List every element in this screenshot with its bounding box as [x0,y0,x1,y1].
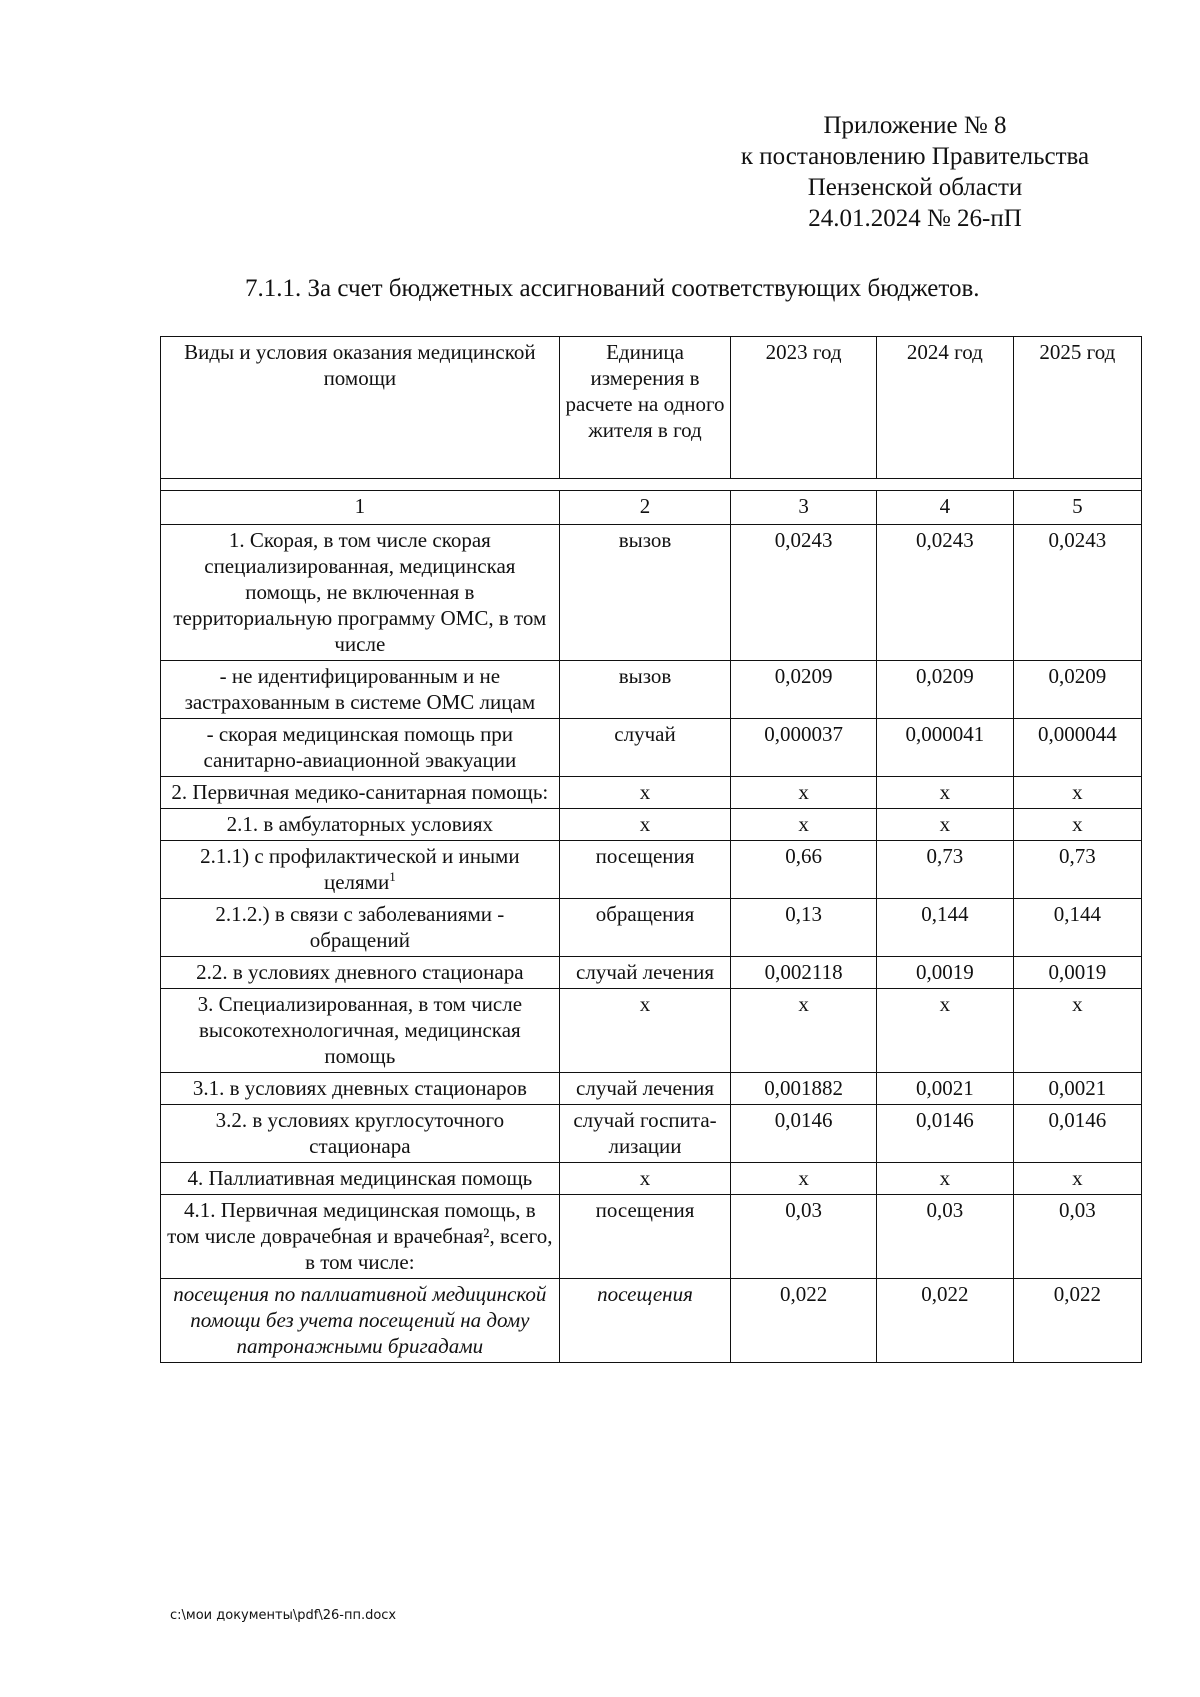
row-unit: случай [559,719,731,777]
row-value-2025: 0,022 [1013,1279,1141,1363]
table-row [161,525,1142,661]
row-unit: вызов [559,525,731,661]
header-2024: 2024 год [876,337,1013,479]
table-row [161,777,1142,809]
row-value-2023: х [731,989,877,1073]
column-number: 4 [876,491,1013,525]
table-row [161,989,1142,1073]
row-value-2023: 0,001882 [731,1073,877,1105]
appendix-region: Пензенской области [807,174,1023,201]
table-row [161,957,1142,989]
table-row [161,1163,1142,1195]
row-care-type: 2.1.1) с профилактической и иными целями$^1$ [161,841,560,899]
row-care-type: 2. Первичная медико-санитарная помощь: [161,777,560,809]
table-row [161,661,1142,719]
table-row [161,841,1142,899]
row-value-2024: 0,000041 [876,719,1013,777]
row-care-type: - не идентифицированным и не застрахованным в системе ОМС лицам [161,661,560,719]
column-number: 3 [731,491,877,525]
column-number: 5 [1013,491,1141,525]
row-value-2025: 0,0019 [1013,957,1141,989]
row-unit: случай лечения [559,957,731,989]
header-unit: Единица измерения в расчете на одного жителя в год [559,337,731,479]
row-care-type: 4. Паллиативная медицинская помощь [161,1163,560,1195]
appendix-resolution: к постановлению Правительства [740,143,1090,170]
row-value-2025: 0,0209 [1013,661,1141,719]
row-value-2024: х [876,1163,1013,1195]
row-care-type: 3.1. в условиях дневных стационаров [161,1073,560,1105]
row-value-2024: х [876,809,1013,841]
row-care-type: - скорая медицинская помощь при санитарно-авиационной эвакуации [161,719,560,777]
row-value-2024: 0,73 [876,841,1013,899]
header-2025: 2025 год [1013,337,1141,479]
row-value-2025: х [1013,989,1141,1073]
file-path-footer: c:\мои документы\pdf\26-пп.docx [170,1608,397,1623]
table-row [161,1073,1142,1105]
column-number: 1 [161,491,560,525]
row-value-2025: х [1013,809,1141,841]
appendix-date-number: 24.01.2024 № 26-пП [808,205,1022,232]
row-value-2023: 0,13 [731,899,877,957]
row-care-type: 3.2. в условиях круглосуточного стационара [161,1105,560,1163]
row-care-type: 4.1. Первичная медицинская помощь, в том числе доврачебная и врачебная², всего, в том числе: [161,1195,560,1279]
row-value-2023: х [731,777,877,809]
appendix-header [700,110,1130,234]
appendix-number: Приложение № 8 [823,112,1007,139]
table-row [161,1195,1142,1279]
table-header-row [161,337,1142,479]
row-value-2023: 0,000037 [731,719,877,777]
row-value-2023: 0,0243 [731,525,877,661]
table-row [161,1279,1142,1363]
row-value-2024: 0,0209 [876,661,1013,719]
row-value-2023: 0,0146 [731,1105,877,1163]
row-value-2023: 0,0209 [731,661,877,719]
row-unit: вызов [559,661,731,719]
row-value-2023: х [731,809,877,841]
row-value-2024: 0,0243 [876,525,1013,661]
row-value-2023: х [731,1163,877,1195]
row-unit: х [559,777,731,809]
row-value-2025: 0,144 [1013,899,1141,957]
row-value-2024: х [876,989,1013,1073]
row-value-2023: 0,002118 [731,957,877,989]
row-unit: посещения [559,1195,731,1279]
row-care-type: 2.1.2.) в связи с заболеваниями - обращений [161,899,560,957]
row-value-2023: 0,66 [731,841,877,899]
row-value-2025: 0,0021 [1013,1073,1141,1105]
row-care-type: 1. Скорая, в том числе скорая специализированная, медицинская помощь, не включенная в территориальную программу ОМС, в том числе [161,525,560,661]
table-row [161,1105,1142,1163]
table-row [161,719,1142,777]
row-value-2024: 0,03 [876,1195,1013,1279]
row-unit: случай госпита-лизации [559,1105,731,1163]
row-care-type: 2.1. в амбулаторных условиях [161,809,560,841]
row-value-2024: 0,0146 [876,1105,1013,1163]
section-title: 7.1.1. За счет бюджетных ассигнований соответствующих бюджетов. [245,275,980,302]
header-2023: 2023 год [731,337,877,479]
footnote-marker: 1 [389,869,396,884]
row-unit: случай лечения [559,1073,731,1105]
row-value-2025: 0,0146 [1013,1105,1141,1163]
table-row [161,809,1142,841]
row-value-2024: 0,022 [876,1279,1013,1363]
row-unit: х [559,989,731,1073]
row-care-type: 2.2. в условиях дневного стационара [161,957,560,989]
row-value-2024: 0,0019 [876,957,1013,989]
row-value-2025: 0,000044 [1013,719,1141,777]
row-care-type: 3. Специализированная, в том числе высокотехнологичная, медицинская помощь [161,989,560,1073]
row-unit: х [559,809,731,841]
row-unit: посещения [559,1279,731,1363]
row-value-2025: 0,73 [1013,841,1141,899]
header-gap [161,479,1142,491]
row-value-2023: 0,03 [731,1195,877,1279]
row-value-2025: 0,03 [1013,1195,1141,1279]
row-value-2025: х [1013,1163,1141,1195]
row-value-2024: х [876,777,1013,809]
table-row [161,899,1142,957]
row-value-2024: 0,0021 [876,1073,1013,1105]
row-value-2025: х [1013,777,1141,809]
row-unit: х [559,1163,731,1195]
row-value-2023: 0,022 [731,1279,877,1363]
volume-table [160,336,1142,1363]
row-unit: обращения [559,899,731,957]
column-number-row [161,491,1142,525]
column-number: 2 [559,491,731,525]
row-value-2024: 0,144 [876,899,1013,957]
header-care-type: Виды и условия оказания медицинской помощи [161,337,560,479]
row-unit: посещения [559,841,731,899]
row-care-type: посещения по паллиативной медицинской помощи без учета посещений на дому патронажными бригадами [161,1279,560,1363]
row-value-2025: 0,0243 [1013,525,1141,661]
